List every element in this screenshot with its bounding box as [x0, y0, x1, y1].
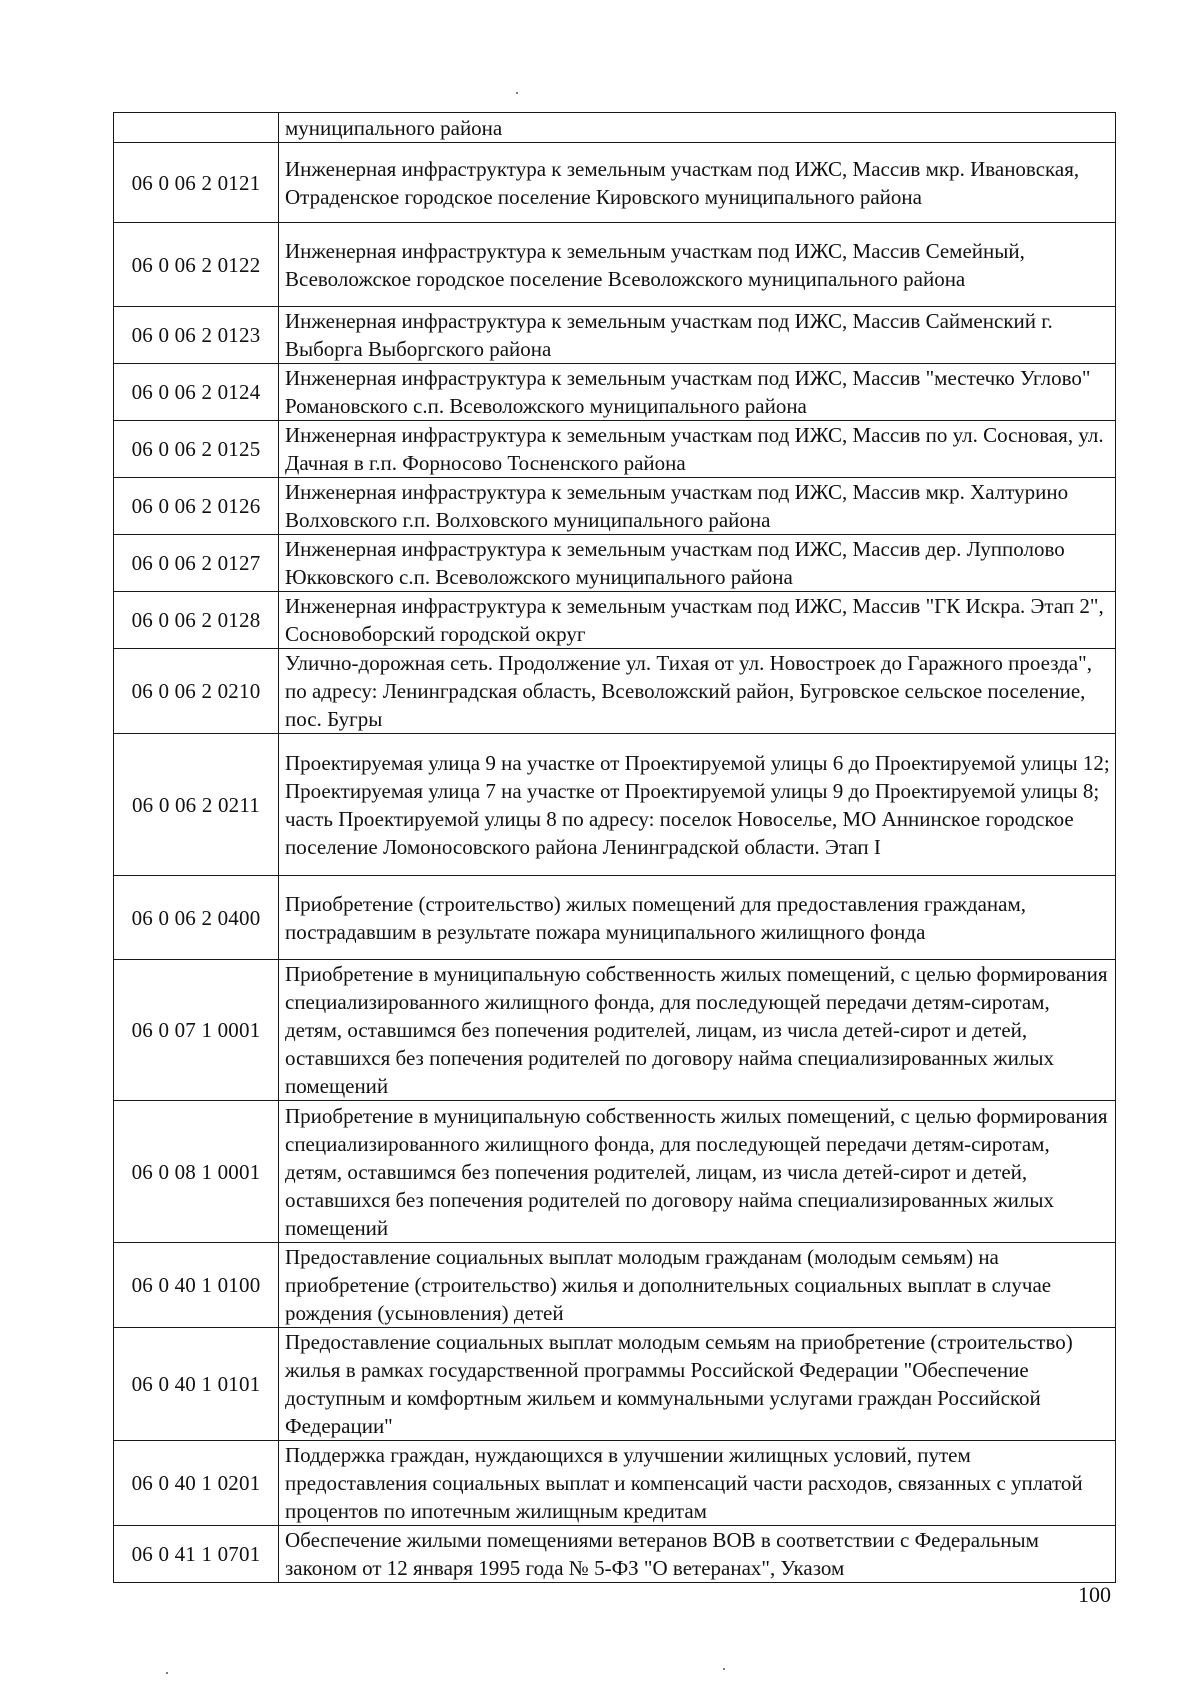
- table-row: [114, 143, 1116, 223]
- table-row: [114, 113, 1116, 143]
- code-cell: 06 0 40 1 0101: [114, 1328, 279, 1441]
- description-cell: Инженерная инфраструктура к земельным участкам под ИЖС, Массив "ГК Искра. Этап 2", Сосновоборский городской округ: [279, 592, 1116, 649]
- description-cell: муниципального района: [279, 113, 1116, 143]
- description-cell: Инженерная инфраструктура к земельным участкам под ИЖС, Массив Сайменский г. Выборга Выборгского района: [279, 307, 1116, 364]
- table-row: [114, 1243, 1116, 1328]
- description-cell: Инженерная инфраструктура к земельным участкам под ИЖС, Массив мкр. Ивановская, Отраденское городское поселение Кировского муниципального района: [279, 143, 1116, 223]
- table-row: [114, 734, 1116, 876]
- code-cell: 06 0 06 2 0127: [114, 535, 279, 592]
- scan-speck: [166, 1672, 168, 1674]
- code-cell: [114, 113, 279, 143]
- code-cell: 06 0 06 2 0124: [114, 364, 279, 421]
- table-row: [114, 592, 1116, 649]
- code-cell: 06 0 41 1 0701: [114, 1526, 279, 1583]
- description-cell: Предоставление социальных выплат молодым гражданам (молодым семьям) на приобретение (строительство) жилья и дополнительных социальных выплат в случае рождения (усыновления) детей: [279, 1243, 1116, 1328]
- description-cell: Улично-дорожная сеть. Продолжение ул. Тихая от ул. Новостроек до Гаражного проезда", по адресу: Ленинградская область, Всеволожский район, Бугровское сельское поселение, пос. Бугры: [279, 649, 1116, 734]
- table-row: [114, 1441, 1116, 1526]
- description-cell: Инженерная инфраструктура к земельным участкам под ИЖС, Массив Семейный, Всеволожское городское поселение Всеволожского муниципального района: [279, 223, 1116, 307]
- table-row: [114, 364, 1116, 421]
- description-cell: Предоставление социальных выплат молодым семьям на приобретение (строительство) жилья в рамках государственной программы Российской Федерации "Обеспечение доступным и комфортным жильем и коммунальными услугами граждан Российской Федерации": [279, 1328, 1116, 1441]
- scan-speck: [516, 92, 518, 94]
- description-cell: Проектируемая улица 9 на участке от Проектируемой улицы 6 до Проектируемой улицы 12; Проектируемая улица 7 на участке от Проектируемой улицы 9 до Проектируемой улицы 8; часть Проектируемой улицы 8 по адресу: поселок Новоселье, МО Аннинское городское поселение Ломоносовского района Ленинградской области. Этап I: [279, 734, 1116, 876]
- table-row: [114, 1101, 1116, 1243]
- page-number: 100: [1078, 1582, 1111, 1607]
- code-cell: 06 0 06 2 0123: [114, 307, 279, 364]
- scan-speck: [723, 1668, 725, 1670]
- description-cell: Инженерная инфраструктура к земельным участкам под ИЖС, Массив "местечко Углово" Романовского с.п. Всеволожского муниципального района: [279, 364, 1116, 421]
- code-cell: 06 0 06 2 0122: [114, 223, 279, 307]
- code-cell: 06 0 06 2 0211: [114, 734, 279, 876]
- code-cell: 06 0 06 2 0125: [114, 421, 279, 478]
- description-cell: Инженерная инфраструктура к земельным участкам под ИЖС, Массив мкр. Халтурино Волховского г.п. Волховского муниципального района: [279, 478, 1116, 535]
- table-row: [114, 1328, 1116, 1441]
- table-row: [114, 421, 1116, 478]
- description-cell: Приобретение в муниципальную собственность жилых помещений, с целью формирования специализированного жилищного фонда, для последующей передачи детям-сиротам, детям, оставшимся без попечения родителей, лицам, из числа детей-сирот и детей, оставшихся без попечения родителей по договору найма специализированных жилых помещений: [279, 960, 1116, 1101]
- code-cell: 06 0 06 2 0128: [114, 592, 279, 649]
- code-cell: 06 0 08 1 0001: [114, 1101, 279, 1243]
- table-body: [114, 113, 1116, 1583]
- description-cell: Инженерная инфраструктура к земельным участкам под ИЖС, Массив по ул. Сосновая, ул. Дачная в г.п. Форносово Тосненского района: [279, 421, 1116, 478]
- code-cell: 06 0 06 2 0126: [114, 478, 279, 535]
- description-cell: Приобретение (строительство) жилых помещений для предоставления гражданам, пострадавшим в результате пожара муниципального жилищного фонда: [279, 876, 1116, 960]
- code-cell: 06 0 06 2 0210: [114, 649, 279, 734]
- table-row: [114, 223, 1116, 307]
- code-cell: 06 0 40 1 0100: [114, 1243, 279, 1328]
- table-row: [114, 649, 1116, 734]
- table-row: [114, 960, 1116, 1101]
- table-row: [114, 535, 1116, 592]
- description-cell: Поддержка граждан, нуждающихся в улучшении жилищных условий, путем предоставления социальных выплат и компенсаций части расходов, связанных с уплатой процентов по ипотечным жилищным кредитам: [279, 1441, 1116, 1526]
- table-row: [114, 478, 1116, 535]
- description-cell: Приобретение в муниципальную собственность жилых помещений, с целью формирования специализированного жилищного фонда, для последующей передачи детям-сиротам, детям, оставшимся без попечения родителей, лицам, из числа детей-сирот и детей, оставшихся без попечения родителей по договору найма специализированных жилых помещений: [279, 1101, 1116, 1243]
- code-cell: 06 0 40 1 0201: [114, 1441, 279, 1526]
- description-cell: Обеспечение жилыми помещениями ветеранов ВОВ в соответствии с Федеральным законом от 12 января 1995 года № 5-ФЗ "О ветеранах", Указом: [279, 1526, 1116, 1583]
- table-row: [114, 307, 1116, 364]
- code-cell: 06 0 06 2 0121: [114, 143, 279, 223]
- budget-classification-table: [113, 112, 1116, 1583]
- table-row: [114, 1526, 1116, 1583]
- code-cell: 06 0 07 1 0001: [114, 960, 279, 1101]
- code-cell: 06 0 06 2 0400: [114, 876, 279, 960]
- table-row: [114, 876, 1116, 960]
- description-cell: Инженерная инфраструктура к земельным участкам под ИЖС, Массив дер. Лупполово Юкковского с.п. Всеволожского муниципального района: [279, 535, 1116, 592]
